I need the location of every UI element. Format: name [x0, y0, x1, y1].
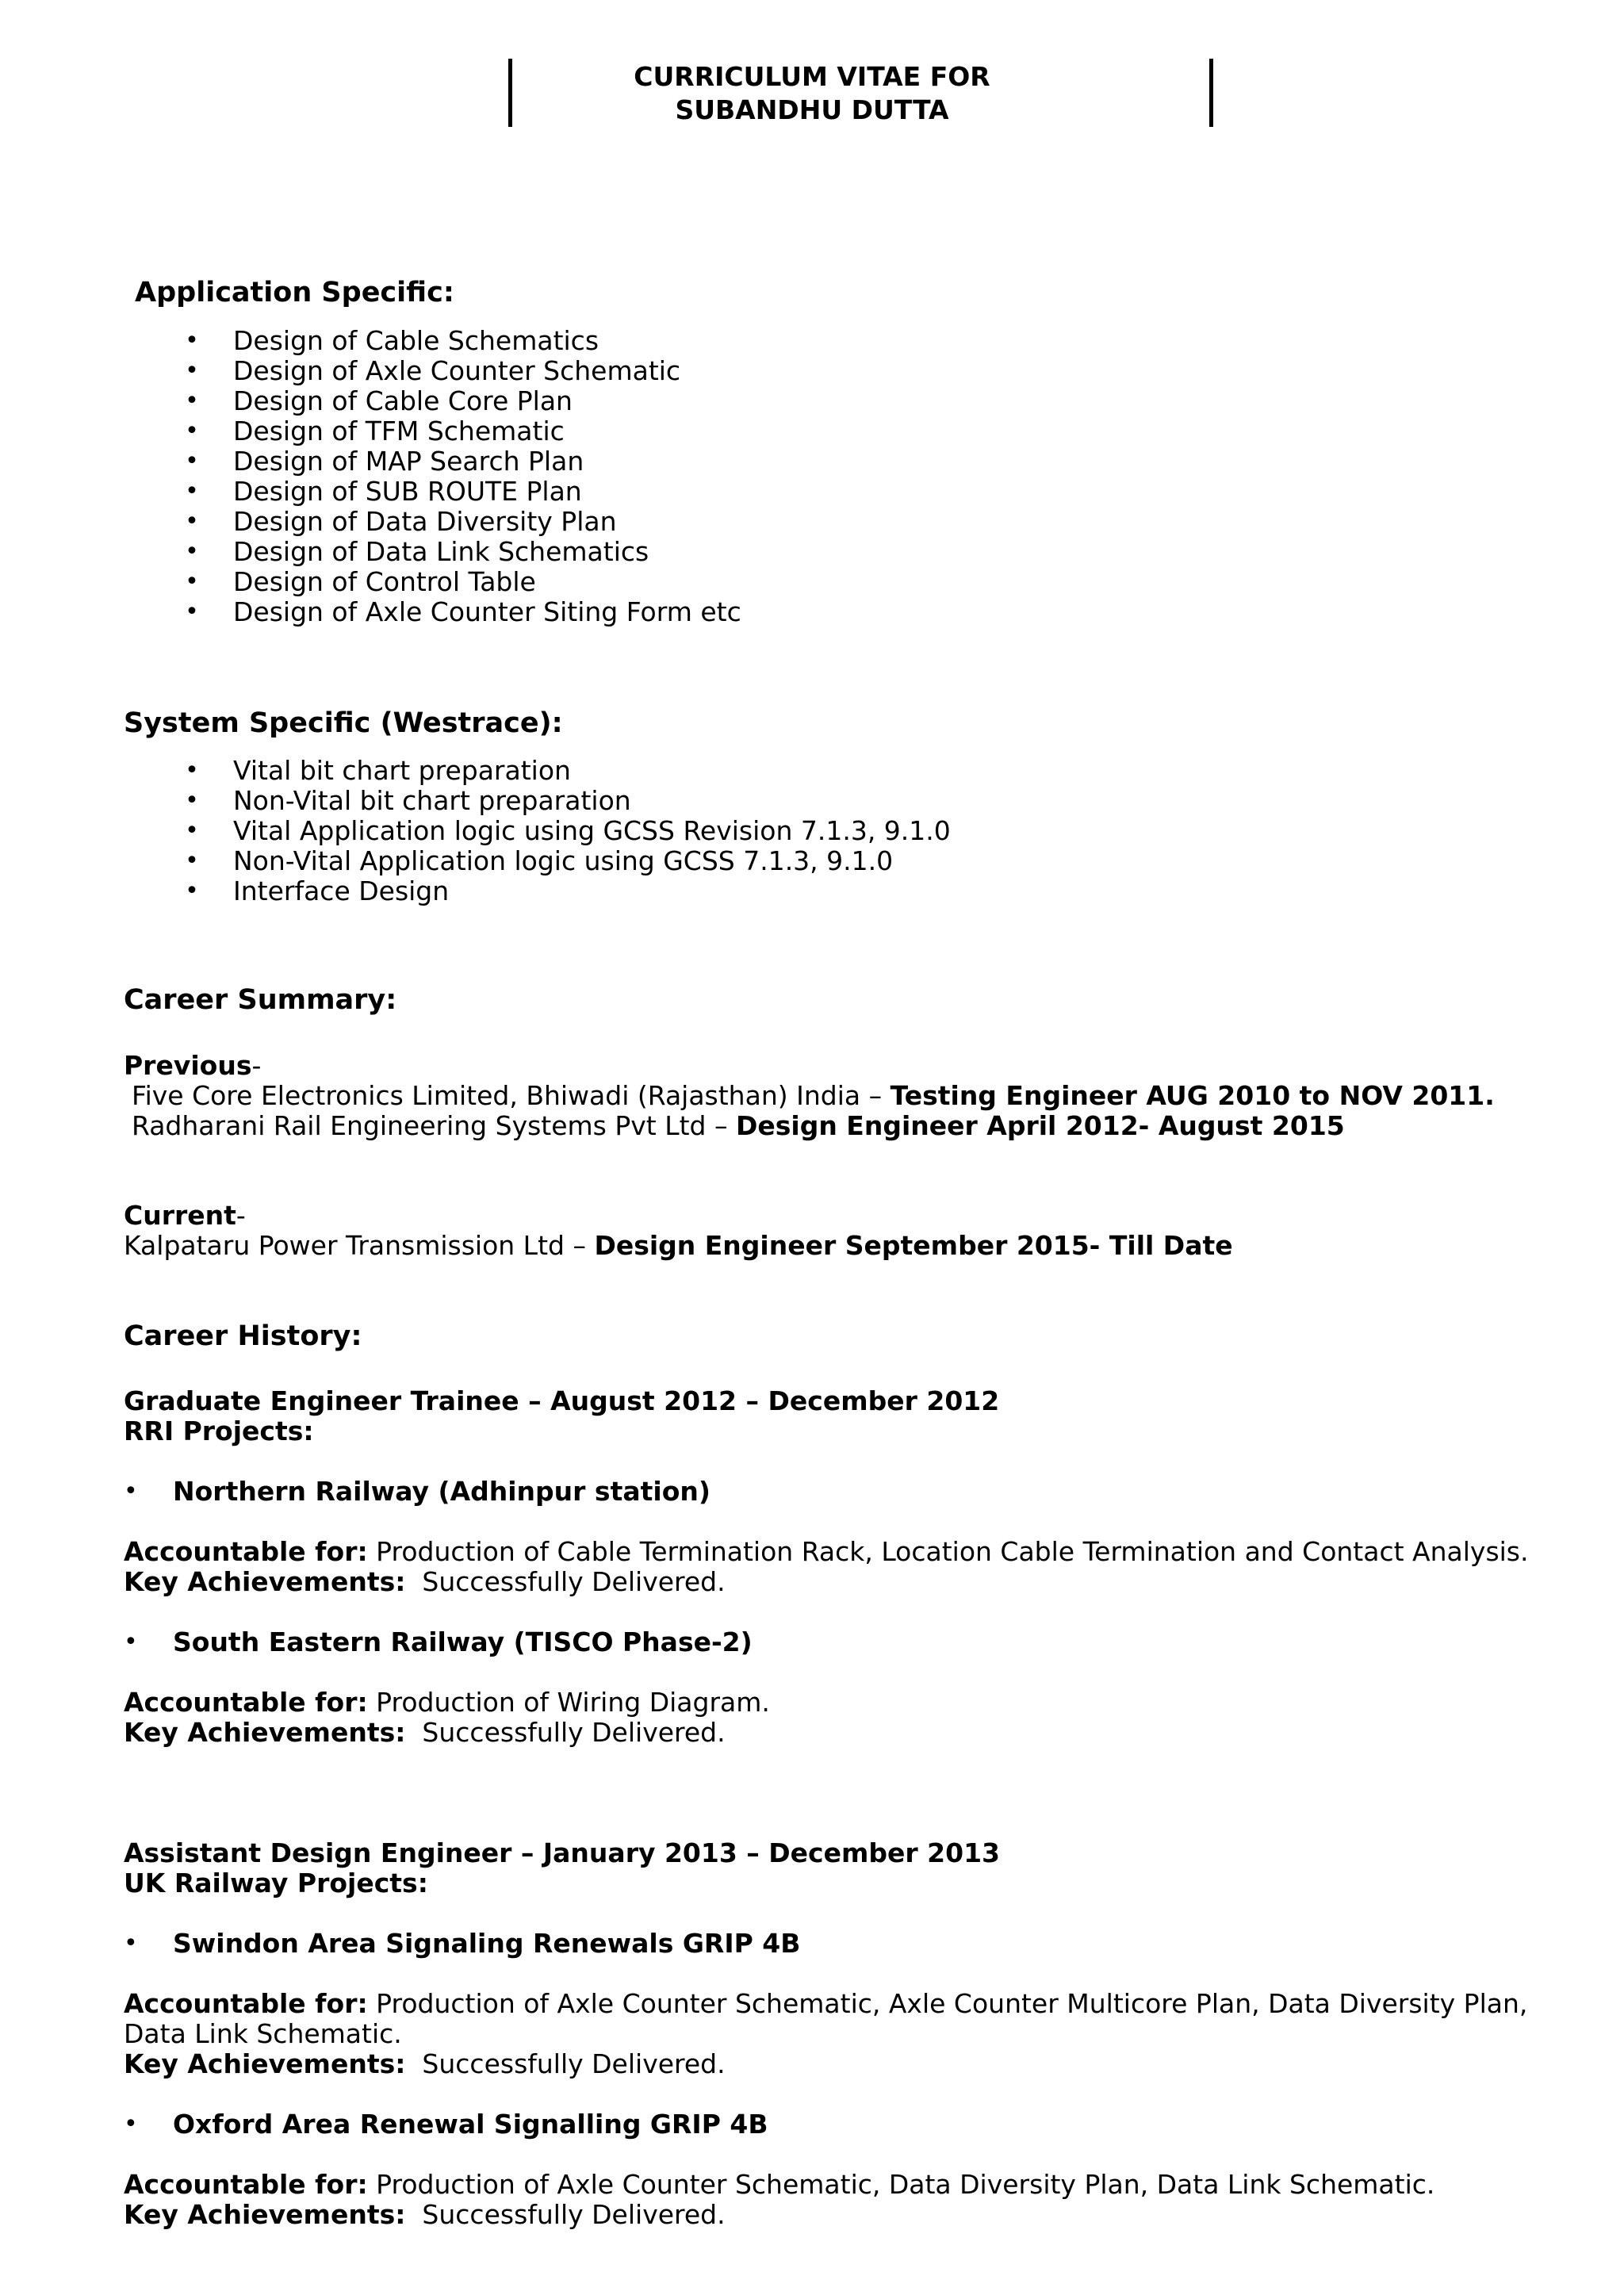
accountable-line: Accountable for: Production of Axle Counter Schematic, Axle Counter Multicore Plan, Data Diversity Plan, Data Link Schematic. [124, 1988, 1528, 2049]
bullet-icon: • [185, 568, 199, 596]
achievements-line: Key Achievements: Successfully Delivered. [124, 1717, 726, 1748]
bullet-icon: • [185, 447, 199, 475]
application-specific-list [185, 325, 741, 627]
bullet-icon: • [185, 327, 199, 354]
list-item: • Non-Vital bit chart preparation [185, 785, 631, 816]
cv-title-line-2: SUBANDHU DUTTA [675, 94, 949, 125]
system-specific-list [185, 755, 951, 906]
project-name: Northern Railway (Adhinpur station) [173, 1476, 710, 1507]
list-item: • Non-Vital Application logic using GCSS 7.1.3, 9.1.0 [185, 845, 894, 876]
career-history-heading: Career History: [124, 1320, 362, 1352]
list-item: • Design of Control Table [185, 566, 536, 597]
career-summary-heading: Career Summary: [124, 984, 397, 1016]
achievements-line: Key Achievements: Successfully Delivered. [124, 2048, 726, 2079]
application-specific-heading: Application Specific: [135, 277, 454, 308]
list-item: • Design of Cable Core Plan [185, 385, 573, 416]
bullet-icon: • [185, 757, 199, 784]
list-item: • Interface Design [185, 875, 450, 906]
accountable-line: Accountable for: Production of Cable Termination Rack, Location Cable Termination and Contact Analysis. [124, 1536, 1529, 1567]
role-title: Graduate Engineer Trainee – August 2012 – December 2012 [124, 1385, 1000, 1416]
list-item: • Vital bit chart preparation [185, 755, 571, 786]
list-item: • Design of SUB ROUTE Plan [185, 476, 582, 507]
bullet-icon: • [124, 2110, 138, 2138]
project-name: Oxford Area Renewal Signalling GRIP 4B [173, 2109, 768, 2140]
previous-entry: Five Core Electronics Limited, Bhiwadi (Rajasthan) India – Testing Engineer AUG 2010 to NOV 2011. [132, 1080, 1495, 1111]
project-group: RRI Projects: [124, 1416, 314, 1446]
project-group: UK Railway Projects: [124, 1868, 428, 1898]
bullet-icon: • [124, 1929, 138, 1957]
bullet-icon: • [124, 1477, 138, 1505]
list-item: • Design of Axle Counter Siting Form etc [185, 596, 741, 627]
current-label: Current- [124, 1200, 246, 1231]
previous-entry: Radharani Rail Engineering Systems Pvt Ltd – Design Engineer April 2012- August 2015 [132, 1110, 1345, 1141]
bullet-icon: • [185, 787, 199, 814]
bullet-icon: • [185, 817, 199, 845]
accountable-line: Accountable for: Production of Wiring Diagram. [124, 1687, 770, 1718]
bullet-icon: • [185, 538, 199, 565]
bullet-icon: • [185, 847, 199, 875]
bullet-icon: • [185, 357, 199, 385]
previous-label: Previous- [124, 1050, 262, 1081]
list-item: • Design of MAP Search Plan [185, 446, 584, 477]
list-item: • Design of TFM Schematic [185, 416, 565, 446]
bullet-icon: • [185, 877, 199, 905]
list-item: • Design of Data Link Schematics [185, 536, 649, 567]
role-title: Assistant Design Engineer – January 2013 – December 2013 [124, 1837, 1001, 1868]
cv-title-line-1: CURRICULUM VITAE FOR [634, 61, 990, 92]
achievements-line: Key Achievements: Successfully Delivered. [124, 1566, 726, 1597]
list-item: • Vital Application logic using GCSS Revision 7.1.3, 9.1.0 [185, 815, 951, 846]
current-entry: Kalpataru Power Transmission Ltd – Design Engineer September 2015- Till Date [124, 1230, 1233, 1261]
bullet-icon: • [185, 477, 199, 505]
bullet-icon: • [185, 417, 199, 445]
system-specific-heading: System Specific (Westrace): [124, 707, 563, 739]
bullet-icon: • [185, 508, 199, 535]
list-item: • Design of Cable Schematics [185, 325, 599, 356]
bullet-icon: • [185, 387, 199, 415]
project-name: South Eastern Railway (TISCO Phase-2) [173, 1626, 753, 1657]
bullet-icon: • [185, 598, 199, 626]
achievements-line: Key Achievements: Successfully Delivered. [124, 2199, 726, 2230]
bullet-icon: • [124, 1628, 138, 1656]
list-item: • Design of Data Diversity Plan [185, 506, 617, 537]
list-item: • Design of Axle Counter Schematic [185, 355, 681, 386]
project-name: Swindon Area Signaling Renewals GRIP 4B [173, 1928, 801, 1959]
accountable-line: Accountable for: Production of Axle Counter Schematic, Data Diversity Plan, Data Link Schematic. [124, 2169, 1435, 2200]
